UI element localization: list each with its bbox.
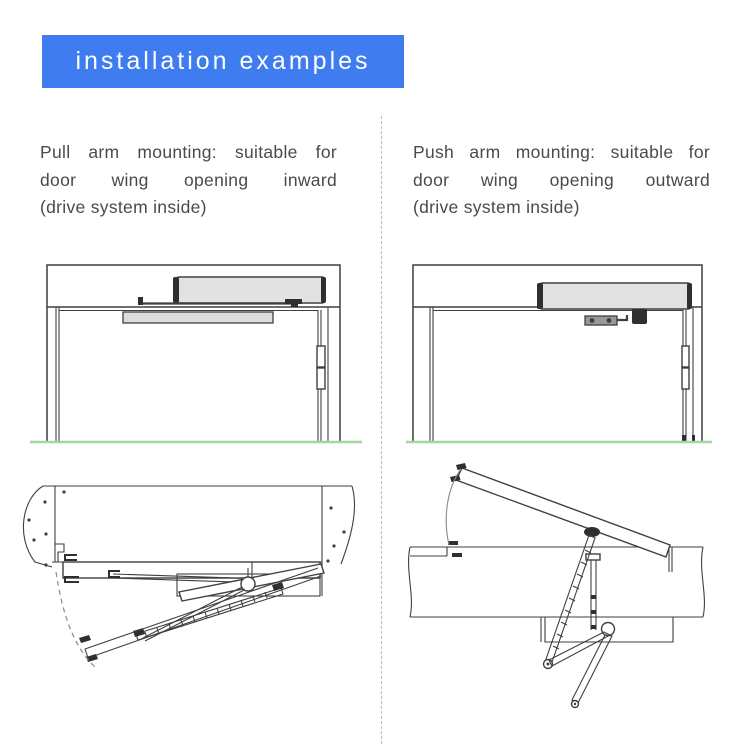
header-banner <box>42 35 404 88</box>
door-closer-body <box>537 283 692 309</box>
caption-line: Push arm mounting: suitable for <box>413 142 710 162</box>
push-arm-elevation-diagram <box>406 256 712 448</box>
hinge <box>682 346 689 389</box>
column-divider <box>381 116 382 744</box>
pull-arm-caption <box>40 139 337 222</box>
pull-arm-elevation-diagram <box>30 256 362 448</box>
caption-line: door wing opening inward <box>40 169 337 190</box>
caption-line: (drive system inside) <box>413 197 580 217</box>
elbow-arm <box>143 568 255 641</box>
drive-spindle-hub <box>584 527 600 537</box>
caption-line: (drive system inside) <box>40 197 207 217</box>
door-leaf-open <box>450 463 670 557</box>
door-closer-body <box>173 277 326 303</box>
slide-rail <box>586 554 600 630</box>
door-leaf-wide-open <box>79 568 321 662</box>
closer-arm-bracket <box>585 309 647 325</box>
push-arm-plan-diagram <box>400 458 750 750</box>
caption-line: door wing opening outward <box>413 169 710 190</box>
pull-arm-plan-diagram <box>15 468 370 723</box>
caption-line: Pull arm mounting: suitable for <box>40 142 337 162</box>
page-title: installation examples <box>75 47 371 75</box>
slide-rail <box>123 312 273 323</box>
push-arm-caption <box>413 139 710 222</box>
swing-arc <box>56 572 95 667</box>
hinge <box>317 346 325 389</box>
